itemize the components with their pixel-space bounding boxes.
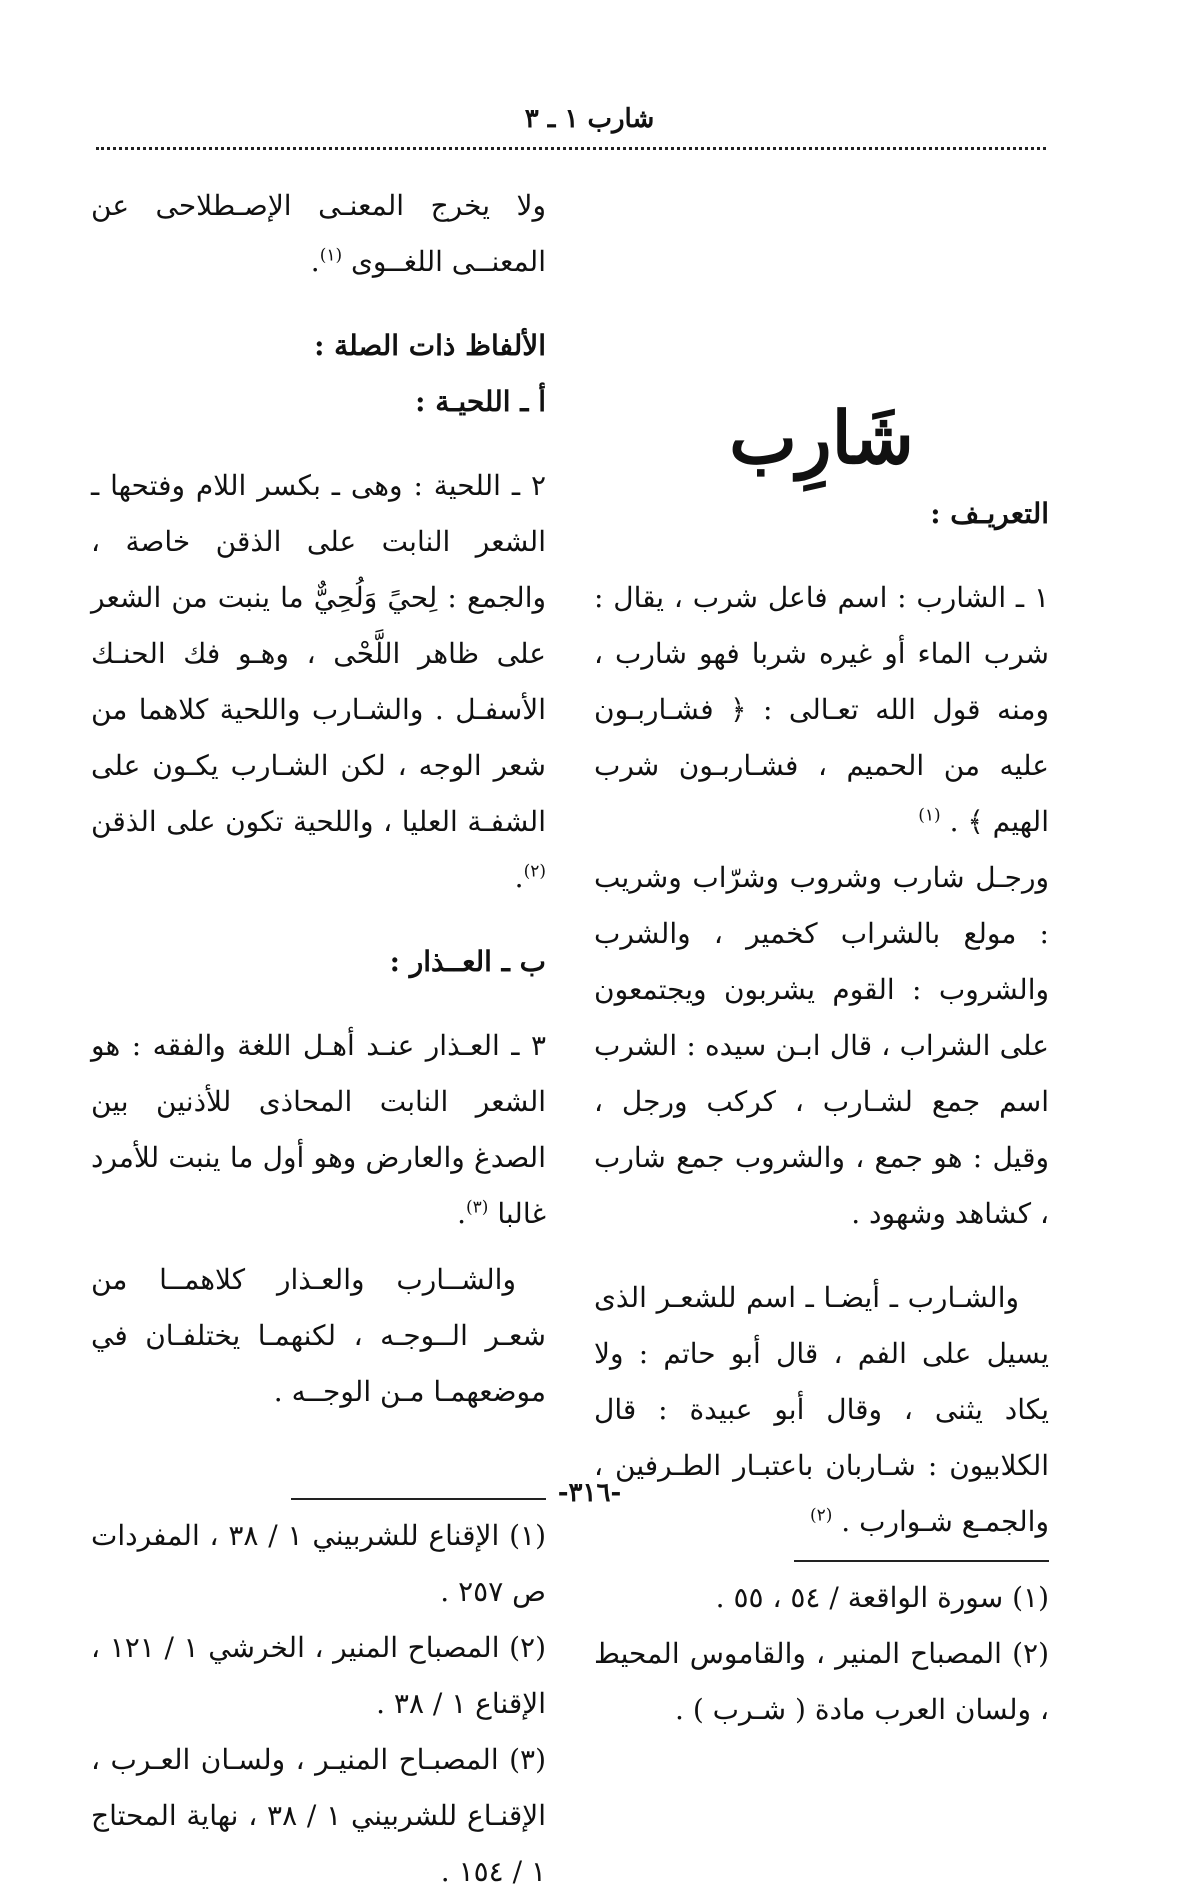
header-dotted-rule	[96, 147, 1046, 150]
running-header: شارب ١ ـ ٣	[524, 104, 655, 134]
footnote-ref: (١)	[918, 805, 941, 826]
spacer	[91, 990, 546, 1018]
footnote-1: (١) الإقناع للشربيني ١ / ٣٨ ، المفردات ص ٢٥٧ .	[91, 1519, 547, 1608]
footnote-ref: (٢)	[809, 1505, 833, 1526]
paragraph-3-text: ٣ ـ العـذار عنـد أهـل اللغة والفقه : هو الشعر النابت المحاذى للأذنين بين الصدغ والعارض وهو أول ما ينبت للأمرد غالبا	[91, 1029, 546, 1230]
paragraph-1	[594, 570, 1049, 850]
subheading-a: أ ـ اللحيـة :	[415, 385, 546, 418]
paragraph-4: والشــارب والعـذار كلاهمــا من شعـر الــوجـه ، لكنهمـا يختلفـان في موضعهمـا مـن الوجــه .	[91, 1263, 546, 1408]
footnote-3: (٣) المصبـاح المنيـر ، ولسـان العـرب ، الإقنـاع للشربيني ١ / ٣٨ ، نهاية المحتاج ١ / ١٥٤ .	[91, 1743, 547, 1888]
page-number: -٣١٦-	[557, 1478, 622, 1508]
left-column	[91, 178, 546, 1900]
footnote-ref: (٢)	[523, 861, 546, 882]
spacer	[594, 542, 1049, 570]
footnote-2: (٢) المصباح المنير ، والقاموس المحيط ، ولسان العرب مادة ( شـرب ) .	[594, 1637, 1049, 1726]
paragraph-2-text: ٢ ـ اللحية : وهى ـ بكسر اللام وفتحها ـ الشعر النابت على الذقن خاصة ، والجمع : لِحيً وَلُحِيٌّ ما ينبت من الشعر على ظاهر اللَّحْى ، وهـو فك الحنـك الأسفـل . والشـارب واللحية كلاهما من شعر الوجه ، لكن الشـارب يكـون على الشفـة العليا ، واللحية تكون على الذقن	[91, 469, 546, 838]
footnote-ref: (١)	[319, 245, 343, 266]
spacer	[91, 290, 546, 318]
paragraph-0-end: .	[310, 245, 320, 278]
paragraph-2	[91, 458, 546, 906]
related-terms-heading: الألفاظ ذات الصلة :	[314, 329, 546, 362]
spacer	[91, 906, 546, 934]
paragraph-3-text: والشـارب ـ أيضـا ـ اسم للشعـر الذى يسيل على الفم ، قال أبو حاتم : ولا يكاد يثنى ، وقال أبو عبيدة : قال الكلابيون : شـاربان باعتبـار الطـرفين ، والجمـع شـوارب .	[594, 1281, 1049, 1538]
definition-heading: التعريـف :	[930, 497, 1049, 530]
paragraph-1-text: ١ ـ الشارب : اسم فاعل شرب ، يقال : شرب الماء أو غيره شربا فهو شارب ، ومنه قول الله تعـالى : ﴿ فشـاربـون عليه من الحميم ، فشـاربـون شرب الهيم ﴾ .	[594, 581, 1049, 838]
footnote-1: (١) سورة الواقعة / ٥٤ ، ٥٥ .	[715, 1581, 1049, 1614]
footnote-rule	[794, 1560, 1049, 1562]
spacer	[594, 1242, 1049, 1270]
entry-title: شَارِب	[729, 395, 914, 480]
paragraph-0-text: ولا يخرج المعنـى الإصـطلاحى عن المعنــى اللغــوى	[91, 189, 546, 278]
paragraph-3	[594, 1270, 1049, 1550]
paragraph-3	[91, 1018, 546, 1242]
paragraph-2-end: .	[514, 861, 524, 894]
right-column	[594, 406, 1049, 1738]
paragraph-0	[91, 178, 546, 290]
spacer	[91, 430, 546, 458]
footnote-ref: (٣)	[465, 1197, 489, 1218]
paragraph-3-end: .	[457, 1197, 466, 1230]
subheading-b: ب ـ العــذار :	[389, 945, 546, 978]
paragraph-2: ورجـل شارب وشروب وشرّاب وشريب : مولع بالشراب كخمير ، والشرب والشروب : القوم يشربون ويجتمعون على الشراب ، قال ابـن سيده : الشرب اسم جمع لشـارب ، كركب ورجل ، وقيل : هو جمع ، والشروب جمع شارب ، كشاهد وشهود .	[594, 861, 1049, 1230]
footnote-2: (٢) المصباح المنير ، الخرشي ١ / ١٢١ ، الإقناع ١ / ٣٨ .	[91, 1631, 547, 1720]
